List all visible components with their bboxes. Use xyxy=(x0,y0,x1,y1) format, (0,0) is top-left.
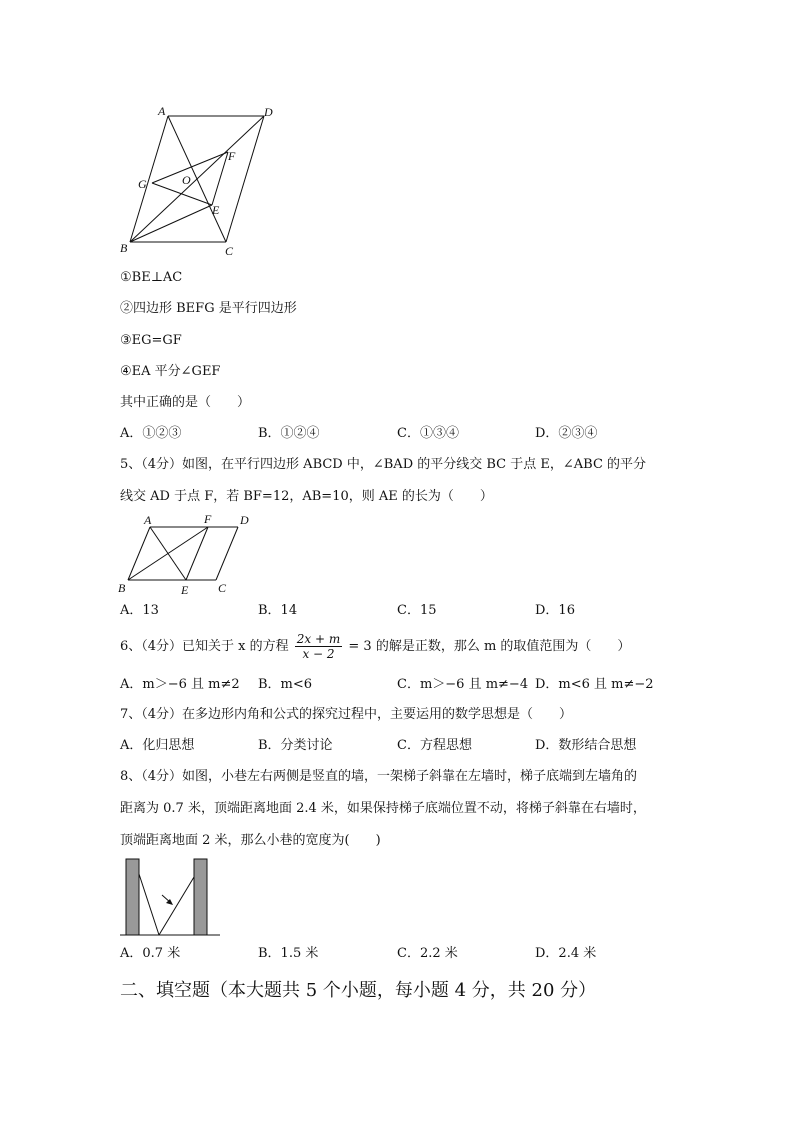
q5-text-line-1: 5、（4分）如图，在平行四边形 ABCD 中，∠BAD 的平分线交 BC 于点 E，∠ABC 的平分 xyxy=(120,457,647,472)
right-wall xyxy=(194,859,207,935)
q5-label-a: A xyxy=(144,513,152,527)
q4-prompt: 其中正确的是（ ） xyxy=(120,395,251,410)
q4-option-d[interactable]: D．②③④ xyxy=(535,426,598,441)
q5-label-c: C xyxy=(218,581,227,595)
q6-fraction-denominator: x − 2 xyxy=(302,647,335,661)
ladder-left xyxy=(139,874,159,935)
label-g: G xyxy=(138,177,147,191)
q4-statement-4: ④EA 平分∠GEF xyxy=(120,364,221,379)
label-a: A xyxy=(158,104,166,118)
q4-statement-3: ③EG=GF xyxy=(120,333,182,348)
q5-option-a[interactable]: A．13 xyxy=(120,603,159,618)
left-wall xyxy=(126,859,139,935)
q5-label-f: F xyxy=(204,512,212,526)
q4-option-a[interactable]: A．①②③ xyxy=(120,426,182,441)
q6-post: = 3 的解是正数，那么 m 的取值范围为（ ） xyxy=(348,639,631,654)
q8-option-c[interactable]: C．2.2 米 xyxy=(397,946,458,961)
q6-fraction xyxy=(295,632,342,661)
q7-option-c[interactable]: C．方程思想 xyxy=(397,738,472,753)
q7-option-b[interactable]: B．分类讨论 xyxy=(258,738,333,753)
q6-text xyxy=(120,632,630,662)
section-2-heading: 二、填空题（本大题共 5 个小题，每小题 4 分，共 20 分） xyxy=(120,980,597,1001)
figure-parallelogram-abcd xyxy=(115,100,285,260)
q6-option-a[interactable]: A．m＞−6 且 m≠2 xyxy=(120,677,240,692)
q5-label-b: B xyxy=(118,581,126,595)
q5-text-line-2: 线交 AD 于点 F，若 BF=12，AB=10，则 AE 的长为（ ） xyxy=(120,489,493,504)
label-c: C xyxy=(225,244,234,258)
q6-option-d[interactable]: D．m<6 且 m≠−2 xyxy=(535,677,654,692)
label-b: B xyxy=(120,241,128,255)
figure-parallelogram-abfd xyxy=(115,510,260,598)
q6-fraction-numerator: 2x + m xyxy=(296,632,341,646)
q4-option-c[interactable]: C．①③④ xyxy=(397,426,459,441)
q7-text: 7、（4分）在多边形内角和公式的探究过程中，主要运用的数学思想是（ ） xyxy=(120,707,573,722)
q8-option-d[interactable]: D．2.4 米 xyxy=(535,946,597,961)
q5-option-d[interactable]: D．16 xyxy=(535,603,575,618)
figure-alley-ladder xyxy=(118,855,224,939)
label-o: O xyxy=(182,173,191,187)
q5-label-d: D xyxy=(240,513,249,527)
q5-option-b[interactable]: B．14 xyxy=(258,603,298,618)
q8-text-line-2: 距离为 0.7 米，顶端距离地面 2.4 米，如果保持梯子底端位置不动，将梯子斜靠在右墙时， xyxy=(120,801,646,816)
label-e: E xyxy=(212,203,220,217)
label-f: F xyxy=(228,149,236,163)
q6-option-c[interactable]: C．m＞−6 且 m≠−4 xyxy=(397,677,529,692)
q6-option-b[interactable]: B．m<6 xyxy=(258,677,313,692)
ladder-right xyxy=(159,877,194,935)
q8-text-line-1: 8、（4分）如图，小巷左右两侧是竖直的墙，一架梯子斜靠在左墙时，梯子底端到左墙角的 xyxy=(120,769,638,784)
q7-option-a[interactable]: A．化归思想 xyxy=(120,738,195,753)
q4-statement-2: ②四边形 BEFG 是平行四边形 xyxy=(120,301,297,316)
q6-pre: 6、（4分）已知关于 x 的方程 xyxy=(120,639,289,654)
q8-option-a[interactable]: A．0.7 米 xyxy=(120,946,181,961)
q8-option-b[interactable]: B．1.5 米 xyxy=(258,946,319,961)
q5-label-e: E xyxy=(181,583,189,597)
q4-statement-1: ①BE⊥AC xyxy=(120,270,183,285)
q8-text-line-3: 顶端距离地面 2 米，那么小巷的宽度为( ) xyxy=(120,833,381,848)
q4-option-b[interactable]: B．①②④ xyxy=(258,426,320,441)
q7-option-d[interactable]: D．数形结合思想 xyxy=(535,738,637,753)
q5-option-c[interactable]: C．15 xyxy=(397,603,437,618)
label-d: D xyxy=(264,105,273,119)
